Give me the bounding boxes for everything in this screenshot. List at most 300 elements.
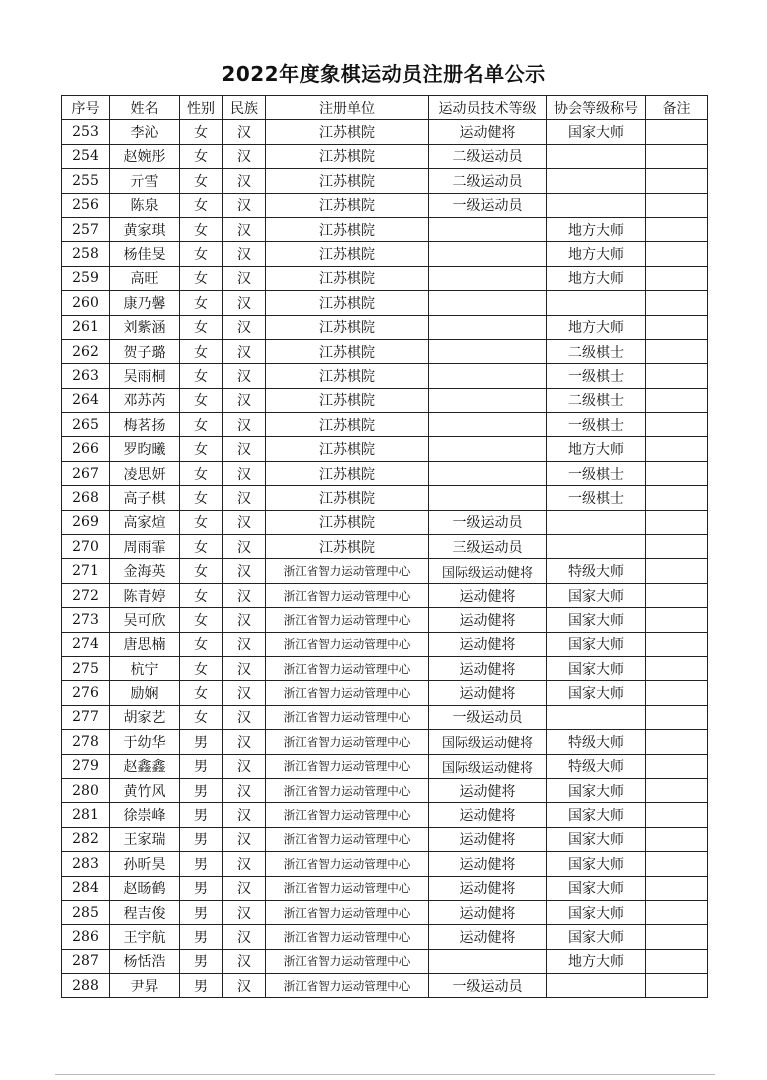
row-gender: 男 — [180, 754, 223, 778]
row-assoc-title: 国家大师 — [547, 900, 646, 924]
row-ethnicity: 汉 — [223, 535, 266, 559]
row-name: 黄竹风 — [110, 778, 180, 802]
row-index: 285 — [62, 900, 110, 924]
row-assoc-title — [547, 705, 646, 729]
table-row — [62, 339, 708, 363]
row-ethnicity: 汉 — [223, 632, 266, 656]
table-row — [62, 242, 708, 266]
row-assoc-title: 特级大师 — [547, 754, 646, 778]
row-name: 吴雨桐 — [110, 364, 180, 388]
row-gender: 女 — [180, 364, 223, 388]
row-index: 269 — [62, 510, 110, 534]
row-gender: 女 — [180, 339, 223, 363]
row-remark — [646, 510, 708, 534]
row-unit: 浙江省智力运动管理中心 — [266, 754, 429, 778]
row-gender: 男 — [180, 852, 223, 876]
row-tech-grade: 运动健将 — [429, 120, 547, 144]
row-index: 283 — [62, 852, 110, 876]
table-row — [62, 656, 708, 680]
row-tech-grade — [429, 486, 547, 510]
table-row — [62, 535, 708, 559]
row-unit: 浙江省智力运动管理中心 — [266, 900, 429, 924]
row-ethnicity: 汉 — [223, 364, 266, 388]
row-tech-grade — [429, 388, 547, 412]
row-unit: 浙江省智力运动管理中心 — [266, 974, 429, 998]
row-name: 王宇航 — [110, 925, 180, 949]
row-unit: 江苏棋院 — [266, 388, 429, 412]
row-assoc-title: 一级棋士 — [547, 461, 646, 485]
row-index: 261 — [62, 315, 110, 339]
row-tech-grade — [429, 437, 547, 461]
row-assoc-title: 地方大师 — [547, 315, 646, 339]
row-name: 吴可欣 — [110, 608, 180, 632]
row-index: 280 — [62, 778, 110, 802]
row-ethnicity: 汉 — [223, 193, 266, 217]
row-assoc-title: 国家大师 — [547, 852, 646, 876]
row-gender: 男 — [180, 900, 223, 924]
row-unit: 浙江省智力运动管理中心 — [266, 925, 429, 949]
row-assoc-title: 一级棋士 — [547, 486, 646, 510]
row-unit: 江苏棋院 — [266, 242, 429, 266]
row-name: 李沁 — [110, 120, 180, 144]
row-assoc-title: 国家大师 — [547, 925, 646, 949]
row-gender: 女 — [180, 535, 223, 559]
row-assoc-title: 国家大师 — [547, 827, 646, 851]
row-name: 孙昕昊 — [110, 852, 180, 876]
row-name: 励娴 — [110, 681, 180, 705]
row-ethnicity: 汉 — [223, 315, 266, 339]
row-gender: 女 — [180, 388, 223, 412]
row-remark — [646, 632, 708, 656]
row-remark — [646, 827, 708, 851]
row-unit: 浙江省智力运动管理中心 — [266, 827, 429, 851]
table-row — [62, 608, 708, 632]
row-ethnicity: 汉 — [223, 925, 266, 949]
row-unit: 江苏棋院 — [266, 364, 429, 388]
table-row — [62, 925, 708, 949]
row-index: 277 — [62, 705, 110, 729]
row-remark — [646, 900, 708, 924]
row-remark — [646, 437, 708, 461]
row-tech-grade: 一级运动员 — [429, 705, 547, 729]
row-unit: 浙江省智力运动管理中心 — [266, 730, 429, 754]
row-index: 282 — [62, 827, 110, 851]
row-tech-grade: 运动健将 — [429, 632, 547, 656]
row-ethnicity: 汉 — [223, 242, 266, 266]
row-ethnicity: 汉 — [223, 730, 266, 754]
column-header-index: 序号 — [62, 96, 110, 120]
row-assoc-title — [547, 193, 646, 217]
row-ethnicity: 汉 — [223, 510, 266, 534]
row-name: 邓苏芮 — [110, 388, 180, 412]
row-name: 唐思楠 — [110, 632, 180, 656]
row-index: 276 — [62, 681, 110, 705]
row-index: 288 — [62, 974, 110, 998]
row-index: 273 — [62, 608, 110, 632]
table-row — [62, 827, 708, 851]
row-ethnicity: 汉 — [223, 656, 266, 680]
row-tech-grade: 运动健将 — [429, 876, 547, 900]
row-ethnicity: 汉 — [223, 705, 266, 729]
row-ethnicity: 汉 — [223, 949, 266, 973]
row-unit: 江苏棋院 — [266, 291, 429, 315]
table-row — [62, 413, 708, 437]
row-gender: 女 — [180, 266, 223, 290]
row-tech-grade — [429, 242, 547, 266]
row-ethnicity: 汉 — [223, 144, 266, 168]
row-name: 刘紫涵 — [110, 315, 180, 339]
page-divider — [55, 1074, 715, 1075]
row-index: 284 — [62, 876, 110, 900]
row-name: 亓雪 — [110, 169, 180, 193]
row-assoc-title — [547, 974, 646, 998]
row-remark — [646, 705, 708, 729]
row-ethnicity: 汉 — [223, 583, 266, 607]
row-gender: 女 — [180, 315, 223, 339]
row-assoc-title: 二级棋士 — [547, 388, 646, 412]
row-unit: 浙江省智力运动管理中心 — [266, 876, 429, 900]
row-name: 赵旸鹤 — [110, 876, 180, 900]
row-ethnicity: 汉 — [223, 608, 266, 632]
row-index: 275 — [62, 656, 110, 680]
row-name: 凌思妍 — [110, 461, 180, 485]
row-remark — [646, 876, 708, 900]
table-row — [62, 852, 708, 876]
row-remark — [646, 364, 708, 388]
row-gender: 女 — [180, 413, 223, 437]
row-assoc-title: 特级大师 — [547, 730, 646, 754]
row-index: 258 — [62, 242, 110, 266]
row-ethnicity: 汉 — [223, 754, 266, 778]
row-assoc-title — [547, 291, 646, 315]
row-name: 王家瑞 — [110, 827, 180, 851]
row-remark — [646, 656, 708, 680]
column-header-assoc-title: 协会等级称号 — [547, 96, 646, 120]
row-name: 赵婉彤 — [110, 144, 180, 168]
row-gender: 女 — [180, 217, 223, 241]
row-remark — [646, 535, 708, 559]
table-row — [62, 461, 708, 485]
row-index: 259 — [62, 266, 110, 290]
table-row — [62, 705, 708, 729]
row-ethnicity: 汉 — [223, 876, 266, 900]
row-gender: 女 — [180, 437, 223, 461]
row-unit: 江苏棋院 — [266, 461, 429, 485]
row-ethnicity: 汉 — [223, 120, 266, 144]
row-remark — [646, 339, 708, 363]
row-tech-grade — [429, 339, 547, 363]
row-tech-grade: 运动健将 — [429, 900, 547, 924]
row-remark — [646, 193, 708, 217]
row-unit: 江苏棋院 — [266, 437, 429, 461]
row-tech-grade: 一级运动员 — [429, 193, 547, 217]
table-row — [62, 876, 708, 900]
row-remark — [646, 486, 708, 510]
table-row — [62, 388, 708, 412]
row-tech-grade — [429, 413, 547, 437]
row-unit: 江苏棋院 — [266, 217, 429, 241]
row-assoc-title: 国家大师 — [547, 583, 646, 607]
row-remark — [646, 583, 708, 607]
row-gender: 女 — [180, 169, 223, 193]
row-index: 270 — [62, 535, 110, 559]
row-gender: 男 — [180, 876, 223, 900]
row-assoc-title — [547, 535, 646, 559]
row-remark — [646, 120, 708, 144]
row-name: 高家煊 — [110, 510, 180, 534]
row-name: 罗昀曦 — [110, 437, 180, 461]
row-assoc-title — [547, 510, 646, 534]
row-remark — [646, 754, 708, 778]
row-ethnicity: 汉 — [223, 852, 266, 876]
row-remark — [646, 388, 708, 412]
row-name: 杨佳旻 — [110, 242, 180, 266]
row-index: 281 — [62, 803, 110, 827]
row-tech-grade: 二级运动员 — [429, 169, 547, 193]
row-name: 高旺 — [110, 266, 180, 290]
row-ethnicity: 汉 — [223, 803, 266, 827]
row-unit: 浙江省智力运动管理中心 — [266, 705, 429, 729]
row-unit: 浙江省智力运动管理中心 — [266, 559, 429, 583]
table-row — [62, 315, 708, 339]
row-ethnicity: 汉 — [223, 559, 266, 583]
row-name: 周雨霏 — [110, 535, 180, 559]
row-ethnicity: 汉 — [223, 339, 266, 363]
row-unit: 江苏棋院 — [266, 535, 429, 559]
row-remark — [646, 413, 708, 437]
row-remark — [646, 949, 708, 973]
row-unit: 江苏棋院 — [266, 144, 429, 168]
table-row — [62, 193, 708, 217]
registration-table — [61, 95, 708, 998]
row-unit: 浙江省智力运动管理中心 — [266, 949, 429, 973]
row-unit: 浙江省智力运动管理中心 — [266, 583, 429, 607]
row-unit: 江苏棋院 — [266, 413, 429, 437]
row-name: 胡家艺 — [110, 705, 180, 729]
row-ethnicity: 汉 — [223, 778, 266, 802]
row-assoc-title: 国家大师 — [547, 632, 646, 656]
row-gender: 男 — [180, 974, 223, 998]
row-ethnicity: 汉 — [223, 413, 266, 437]
row-tech-grade: 运动健将 — [429, 583, 547, 607]
row-name: 高子棋 — [110, 486, 180, 510]
row-tech-grade: 运动健将 — [429, 803, 547, 827]
row-ethnicity: 汉 — [223, 291, 266, 315]
row-index: 257 — [62, 217, 110, 241]
row-name: 陈青婷 — [110, 583, 180, 607]
row-ethnicity: 汉 — [223, 461, 266, 485]
row-index: 279 — [62, 754, 110, 778]
column-header-tech-grade: 运动员技术等级 — [429, 96, 547, 120]
row-index: 274 — [62, 632, 110, 656]
row-name: 陈泉 — [110, 193, 180, 217]
row-gender: 女 — [180, 681, 223, 705]
row-gender: 男 — [180, 730, 223, 754]
row-assoc-title: 地方大师 — [547, 949, 646, 973]
row-gender: 男 — [180, 803, 223, 827]
row-remark — [646, 608, 708, 632]
table-row — [62, 730, 708, 754]
row-name: 黄家琪 — [110, 217, 180, 241]
row-tech-grade: 运动健将 — [429, 852, 547, 876]
row-gender: 女 — [180, 120, 223, 144]
row-ethnicity: 汉 — [223, 437, 266, 461]
row-index: 255 — [62, 169, 110, 193]
row-gender: 女 — [180, 510, 223, 534]
row-remark — [646, 144, 708, 168]
row-ethnicity: 汉 — [223, 827, 266, 851]
row-unit: 江苏棋院 — [266, 169, 429, 193]
table-row — [62, 437, 708, 461]
row-tech-grade — [429, 315, 547, 339]
row-name: 于幼华 — [110, 730, 180, 754]
row-remark — [646, 217, 708, 241]
row-index: 260 — [62, 291, 110, 315]
column-header-gender: 性别 — [180, 96, 223, 120]
row-index: 268 — [62, 486, 110, 510]
row-name: 金海英 — [110, 559, 180, 583]
row-name: 康乃馨 — [110, 291, 180, 315]
row-unit: 江苏棋院 — [266, 120, 429, 144]
row-assoc-title: 国家大师 — [547, 876, 646, 900]
row-gender: 女 — [180, 656, 223, 680]
row-tech-grade: 一级运动员 — [429, 974, 547, 998]
row-tech-grade: 国际级运动健将 — [429, 730, 547, 754]
row-tech-grade: 运动健将 — [429, 681, 547, 705]
table-row — [62, 510, 708, 534]
row-assoc-title — [547, 144, 646, 168]
table-row — [62, 778, 708, 802]
row-ethnicity: 汉 — [223, 266, 266, 290]
row-ethnicity: 汉 — [223, 217, 266, 241]
row-tech-grade — [429, 266, 547, 290]
row-index: 264 — [62, 388, 110, 412]
row-assoc-title: 地方大师 — [547, 217, 646, 241]
row-unit: 江苏棋院 — [266, 510, 429, 534]
row-assoc-title: 国家大师 — [547, 803, 646, 827]
row-assoc-title: 一级棋士 — [547, 364, 646, 388]
row-assoc-title: 特级大师 — [547, 559, 646, 583]
table-row — [62, 120, 708, 144]
row-remark — [646, 778, 708, 802]
row-remark — [646, 559, 708, 583]
row-index: 266 — [62, 437, 110, 461]
row-index: 271 — [62, 559, 110, 583]
row-unit: 江苏棋院 — [266, 486, 429, 510]
row-gender: 女 — [180, 193, 223, 217]
row-remark — [646, 803, 708, 827]
row-ethnicity: 汉 — [223, 681, 266, 705]
row-ethnicity: 汉 — [223, 974, 266, 998]
row-index: 265 — [62, 413, 110, 437]
row-remark — [646, 242, 708, 266]
row-remark — [646, 925, 708, 949]
row-tech-grade — [429, 217, 547, 241]
row-index: 254 — [62, 144, 110, 168]
row-remark — [646, 974, 708, 998]
column-header-remark: 备注 — [646, 96, 708, 120]
row-tech-grade: 运动健将 — [429, 656, 547, 680]
row-unit: 江苏棋院 — [266, 315, 429, 339]
row-gender: 女 — [180, 632, 223, 656]
row-unit: 浙江省智力运动管理中心 — [266, 656, 429, 680]
row-assoc-title: 国家大师 — [547, 778, 646, 802]
row-assoc-title: 地方大师 — [547, 242, 646, 266]
row-tech-grade — [429, 291, 547, 315]
row-ethnicity: 汉 — [223, 486, 266, 510]
row-name: 贺子璐 — [110, 339, 180, 363]
row-index: 256 — [62, 193, 110, 217]
row-index: 278 — [62, 730, 110, 754]
row-tech-grade: 运动健将 — [429, 827, 547, 851]
table-row — [62, 681, 708, 705]
row-gender: 女 — [180, 583, 223, 607]
row-remark — [646, 461, 708, 485]
row-tech-grade: 国际级运动健将 — [429, 754, 547, 778]
row-gender: 女 — [180, 291, 223, 315]
row-gender: 女 — [180, 486, 223, 510]
row-tech-grade: 运动健将 — [429, 778, 547, 802]
row-ethnicity: 汉 — [223, 169, 266, 193]
column-header-name: 姓名 — [110, 96, 180, 120]
table-row — [62, 632, 708, 656]
table-row — [62, 949, 708, 973]
table-row — [62, 754, 708, 778]
row-gender: 女 — [180, 461, 223, 485]
row-gender: 女 — [180, 144, 223, 168]
table-row — [62, 266, 708, 290]
row-index: 272 — [62, 583, 110, 607]
row-assoc-title: 地方大师 — [547, 266, 646, 290]
row-gender: 男 — [180, 925, 223, 949]
row-name: 梅茗扬 — [110, 413, 180, 437]
column-header-ethnicity: 民族 — [223, 96, 266, 120]
row-remark — [646, 291, 708, 315]
row-gender: 女 — [180, 559, 223, 583]
row-assoc-title: 国家大师 — [547, 608, 646, 632]
row-remark — [646, 730, 708, 754]
row-assoc-title — [547, 169, 646, 193]
row-tech-grade: 运动健将 — [429, 925, 547, 949]
table-row — [62, 583, 708, 607]
row-remark — [646, 852, 708, 876]
row-assoc-title: 地方大师 — [547, 437, 646, 461]
row-remark — [646, 266, 708, 290]
row-gender: 女 — [180, 705, 223, 729]
row-remark — [646, 681, 708, 705]
table-header-row — [62, 96, 708, 120]
row-index: 287 — [62, 949, 110, 973]
table-row — [62, 364, 708, 388]
row-name: 尹昇 — [110, 974, 180, 998]
row-unit: 江苏棋院 — [266, 193, 429, 217]
row-tech-grade: 一级运动员 — [429, 510, 547, 534]
row-unit: 浙江省智力运动管理中心 — [266, 852, 429, 876]
row-tech-grade — [429, 461, 547, 485]
row-name: 杭宁 — [110, 656, 180, 680]
row-tech-grade: 三级运动员 — [429, 535, 547, 559]
row-assoc-title: 国家大师 — [547, 681, 646, 705]
row-assoc-title: 国家大师 — [547, 656, 646, 680]
row-tech-grade — [429, 364, 547, 388]
row-index: 267 — [62, 461, 110, 485]
row-gender: 男 — [180, 778, 223, 802]
row-gender: 女 — [180, 242, 223, 266]
row-ethnicity: 汉 — [223, 388, 266, 412]
row-unit: 浙江省智力运动管理中心 — [266, 803, 429, 827]
row-ethnicity: 汉 — [223, 900, 266, 924]
row-gender: 男 — [180, 827, 223, 851]
